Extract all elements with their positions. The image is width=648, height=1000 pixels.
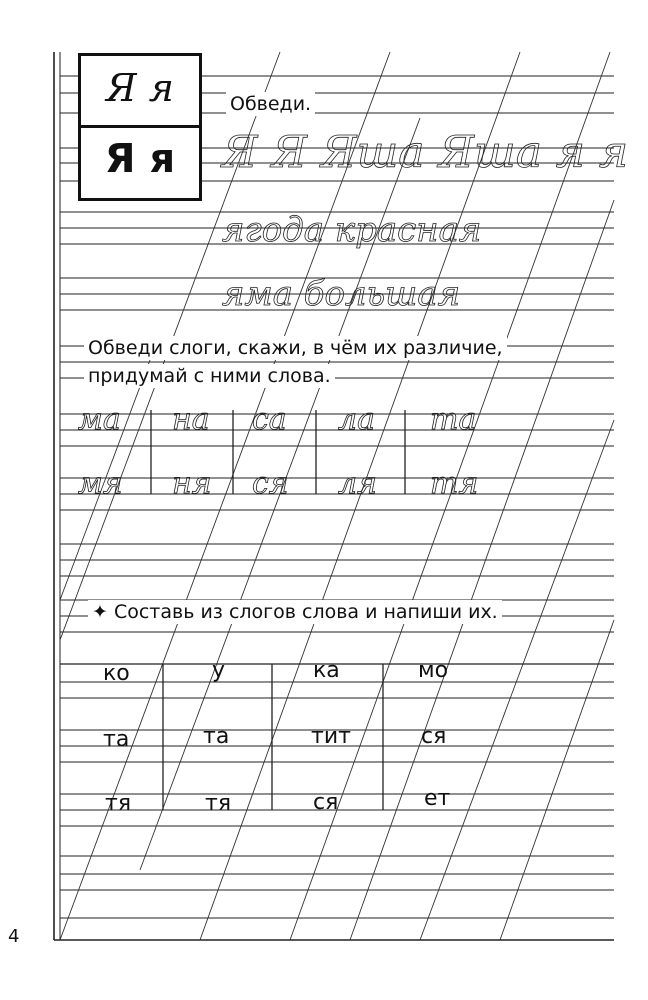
- syllable-bottom: ся: [252, 466, 289, 501]
- trace-line: ягода красная: [222, 210, 482, 250]
- compose-cell: мо: [418, 658, 449, 683]
- cursive-letter: Я я: [106, 66, 174, 110]
- compose-cell: ко: [103, 661, 130, 686]
- syllable-top: на: [172, 402, 210, 437]
- compose-cell: та: [203, 724, 230, 749]
- syllable-bottom: ля: [338, 466, 377, 501]
- page-number: 4: [8, 926, 20, 947]
- compose-cell: тит: [311, 724, 351, 749]
- compose-cell: тя: [205, 791, 232, 816]
- syllable-bottom: мя: [78, 466, 123, 501]
- syllable-top: ла: [338, 402, 375, 437]
- compose-instruction-text: Составь из слогов слова и напиши их.: [113, 601, 498, 623]
- syllable-bottom: тя: [430, 466, 479, 501]
- trace-line: Я Я Яша Яша я я: [222, 127, 629, 178]
- syllable-top: ма: [78, 402, 121, 437]
- compose-instruction: [88, 600, 502, 624]
- compose-cell: ка: [313, 658, 340, 683]
- star-icon: ✦: [92, 601, 108, 623]
- print-letter: Я я: [104, 136, 176, 182]
- syllable-top: са: [252, 402, 287, 437]
- trace-instruction: Обведи.: [226, 92, 315, 116]
- compose-cell: ся: [313, 790, 339, 815]
- syllable-top: та: [430, 402, 477, 437]
- letter-card-cursive: [81, 56, 199, 128]
- compose-cell: у: [212, 658, 226, 683]
- compose-cell: ет: [424, 786, 451, 811]
- letter-card-print: [81, 128, 199, 198]
- trace-line: яма большая: [222, 274, 461, 314]
- compose-cell: тя: [105, 791, 132, 816]
- compose-cell: та: [103, 727, 130, 752]
- syllables-instruction-line1: Обведи слоги, скажи, в чём их различие,: [84, 336, 507, 360]
- compose-cell: ся: [421, 724, 447, 749]
- syllables-instruction-line2: придумай с ними слова.: [84, 364, 335, 388]
- syllable-bottom: ня: [172, 466, 212, 501]
- letter-card: [78, 53, 202, 201]
